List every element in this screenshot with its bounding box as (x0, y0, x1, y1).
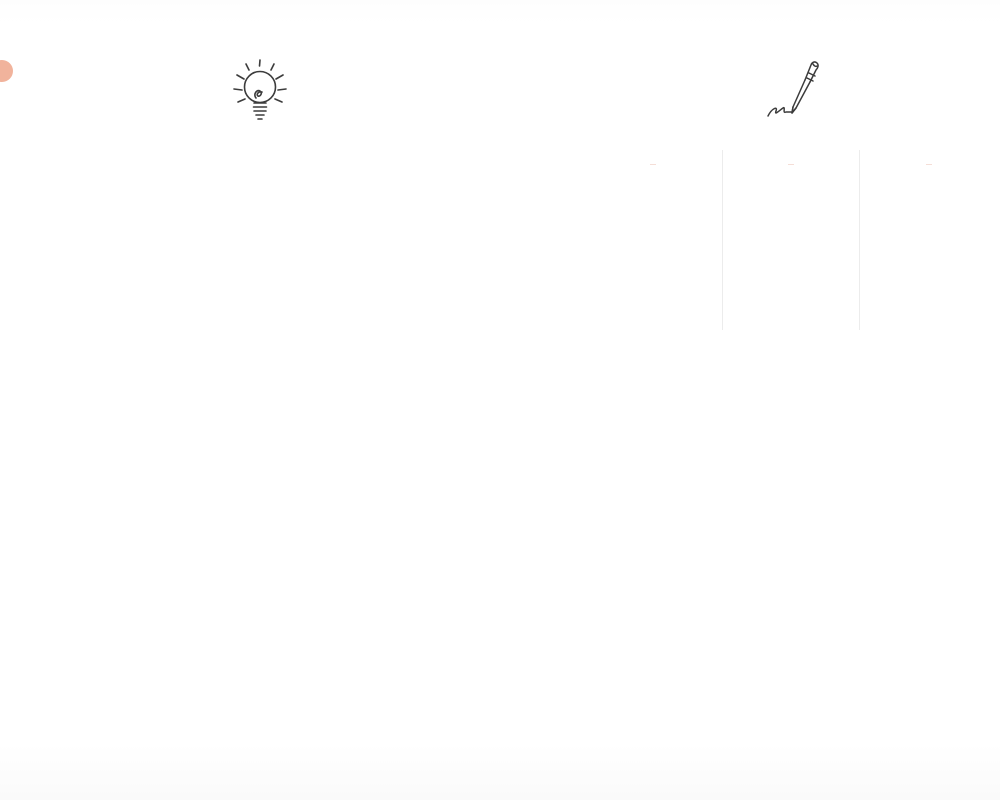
table-header-challenge (650, 162, 656, 165)
obstacle-table (585, 150, 997, 330)
table-header-solution (926, 162, 932, 165)
chapter-tab-dot (0, 60, 13, 82)
table-column-obstacle (722, 150, 860, 330)
table-column-challenge (585, 150, 722, 330)
right-page (585, 0, 997, 760)
pen-icon (585, 56, 997, 126)
left-page (40, 0, 480, 760)
table-column-solution (859, 150, 997, 330)
lightbulb-icon (40, 56, 480, 130)
page-title (40, 134, 480, 170)
table-header-obstacle (788, 162, 794, 165)
